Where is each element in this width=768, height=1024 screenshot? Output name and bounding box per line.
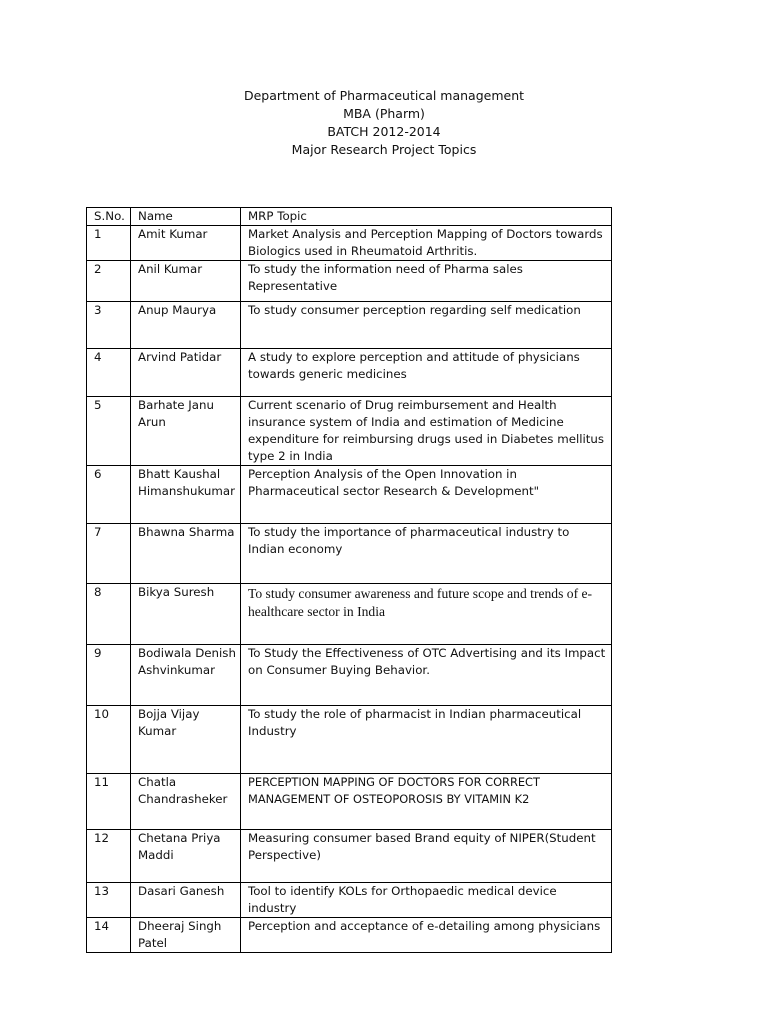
column-header-name: Name bbox=[131, 208, 241, 226]
cell-topic bbox=[241, 584, 612, 645]
cell-sno: 14 bbox=[87, 918, 131, 953]
batch-title: BATCH 2012-2014 bbox=[327, 124, 441, 139]
column-header-topic: MRP Topic bbox=[241, 208, 612, 226]
table-row bbox=[87, 918, 612, 953]
cell-name: Amit Kumar bbox=[131, 226, 241, 261]
cell-topic: A study to explore perception and attitude of physicians towards generic medicines bbox=[241, 349, 612, 397]
cell-name: Barhate Janu Arun bbox=[131, 397, 241, 466]
cell-topic: Tool to identify KOLs for Orthopaedic medical device industry bbox=[241, 883, 612, 918]
table-row bbox=[87, 226, 612, 261]
cell-sno: 10 bbox=[87, 706, 131, 774]
document-heading bbox=[0, 87, 768, 159]
cell-sno: 3 bbox=[87, 302, 131, 349]
topic-text: To study consumer awareness and future scope and trends of e-healthcare sector in India bbox=[248, 586, 593, 619]
table-row bbox=[87, 466, 612, 524]
cell-sno: 7 bbox=[87, 524, 131, 584]
cell-name: Anup Maurya bbox=[131, 302, 241, 349]
cell-sno: 1 bbox=[87, 226, 131, 261]
table-header-row bbox=[87, 208, 612, 226]
cell-name: Bojja Vijay Kumar bbox=[131, 706, 241, 774]
cell-name: Chetana Priya Maddi bbox=[131, 830, 241, 883]
cell-name: Chatla Chandrasheker bbox=[131, 774, 241, 830]
cell-name: Bikya Suresh bbox=[131, 584, 241, 645]
cell-topic: To study consumer perception regarding self medication bbox=[241, 302, 612, 349]
table-row bbox=[87, 524, 612, 584]
table-row bbox=[87, 706, 612, 774]
cell-topic: PERCEPTION MAPPING OF DOCTORS FOR CORRECT MANAGEMENT OF OSTEOPOROSIS BY VITAMIN K2 bbox=[241, 774, 612, 830]
project-topics-table bbox=[86, 207, 612, 953]
cell-topic: Current scenario of Drug reimbursement and Health insurance system of India and estimation of Medicine expenditure for reimbursing drugs used in Diabetes mellitus type 2 in India bbox=[241, 397, 612, 466]
cell-name: Dheeraj Singh Patel bbox=[131, 918, 241, 953]
cell-sno: 5 bbox=[87, 397, 131, 466]
cell-sno: 6 bbox=[87, 466, 131, 524]
cell-name: Bodiwala Denish Ashvinkumar bbox=[131, 645, 241, 706]
cell-name: Arvind Patidar bbox=[131, 349, 241, 397]
cell-topic: Perception and acceptance of e-detailing among physicians bbox=[241, 918, 612, 953]
table-row bbox=[87, 261, 612, 302]
report-title: Major Research Project Topics bbox=[291, 142, 477, 157]
table-row bbox=[87, 397, 612, 466]
cell-topic: Perception Analysis of the Open Innovation in Pharmaceutical sector Research & Development" bbox=[241, 466, 612, 524]
cell-topic: To Study the Effectiveness of OTC Advertising and its Impact on Consumer Buying Behavior. bbox=[241, 645, 612, 706]
cell-topic: To study the importance of pharmaceutical industry to Indian economy bbox=[241, 524, 612, 584]
table-row bbox=[87, 830, 612, 883]
cell-sno: 4 bbox=[87, 349, 131, 397]
table-row bbox=[87, 883, 612, 918]
cell-topic: To study the information need of Pharma sales Representative bbox=[241, 261, 612, 302]
cell-sno: 8 bbox=[87, 584, 131, 645]
cell-name: Anil Kumar bbox=[131, 261, 241, 302]
cell-sno: 13 bbox=[87, 883, 131, 918]
program-title: MBA (Pharm) bbox=[343, 106, 425, 121]
cell-topic: Measuring consumer based Brand equity of NIPER(Student Perspective) bbox=[241, 830, 612, 883]
table-row bbox=[87, 645, 612, 706]
cell-name: Dasari Ganesh bbox=[131, 883, 241, 918]
table-row bbox=[87, 349, 612, 397]
cell-sno: 11 bbox=[87, 774, 131, 830]
table-row bbox=[87, 774, 612, 830]
cell-name: Bhawna Sharma bbox=[131, 524, 241, 584]
department-title: Department of Pharmaceutical management bbox=[243, 88, 525, 103]
cell-topic: Market Analysis and Perception Mapping of Doctors towards Biologics used in Rheumatoid Arthritis. bbox=[241, 226, 612, 261]
cell-sno: 2 bbox=[87, 261, 131, 302]
cell-topic: To study the role of pharmacist in Indian pharmaceutical Industry bbox=[241, 706, 612, 774]
cell-sno: 9 bbox=[87, 645, 131, 706]
table-row bbox=[87, 302, 612, 349]
cell-sno: 12 bbox=[87, 830, 131, 883]
column-header-sno: S.No. bbox=[87, 208, 131, 226]
table-row bbox=[87, 584, 612, 645]
cell-name: Bhatt Kaushal Himanshukumar bbox=[131, 466, 241, 524]
